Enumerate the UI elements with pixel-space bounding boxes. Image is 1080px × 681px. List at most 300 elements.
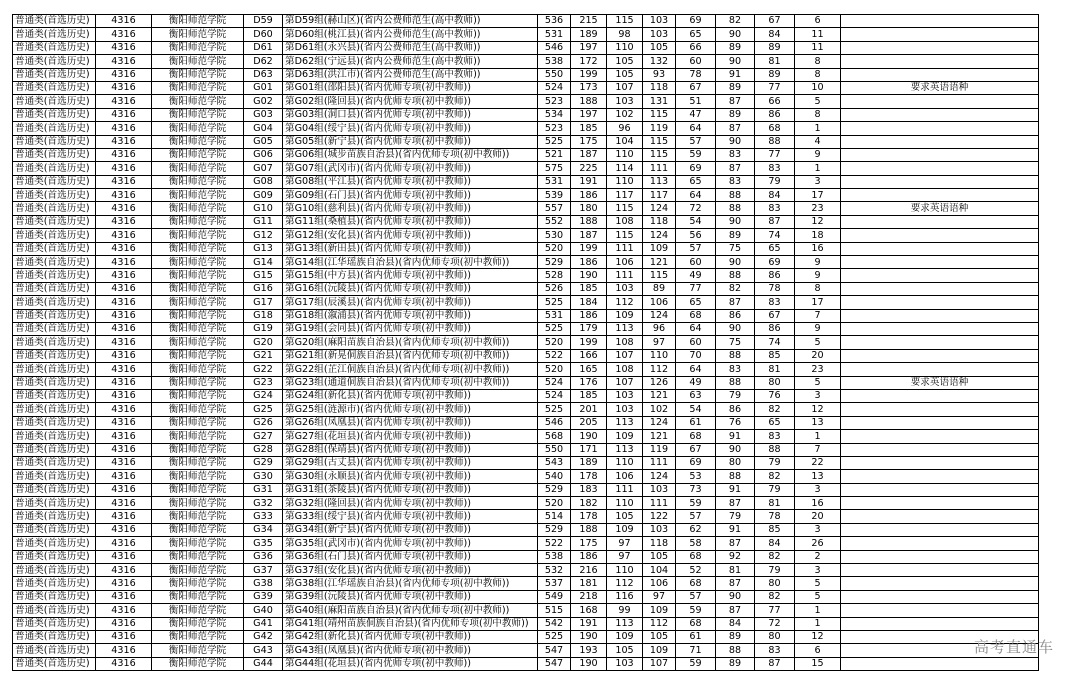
cell-college-code: 4316 [96,604,152,617]
cell-college-name: 衡阳师范学院 [152,15,244,28]
cell-history-score: 65 [676,28,716,41]
cell-math-score: 105 [607,644,643,657]
cell-category: 普通类(首选历史) [13,189,96,202]
cell-min-score: 526 [538,282,571,295]
cell-min-score: 549 [538,590,571,603]
cell-english-score: 124 [643,309,676,322]
table-row [13,363,1039,376]
cell-category: 普通类(首选历史) [13,336,96,349]
cell-english-score: 96 [643,322,676,335]
table-row [13,510,1039,523]
table-row [13,336,1039,349]
cell-category: 普通类(首选历史) [13,403,96,416]
cell-min-score: 536 [538,15,571,28]
cell-group-name: 第G10组(慈利县)(省内优师专项(初中教师)) [283,202,538,215]
cell-english-score: 122 [643,510,676,523]
cell-history-score: 57 [676,242,716,255]
cell-subject-score-1: 88 [716,470,755,483]
cell-subject-score-2: 80 [755,630,795,643]
cell-college-name: 衡阳师范学院 [152,55,244,68]
cell-subject-score-2: 80 [755,577,795,590]
cell-group-name: 第G12组(安化县)(省内优师专项(初中教师)) [283,229,538,242]
cell-subject-score-2: 88 [755,135,795,148]
cell-subject-score-2: 85 [755,349,795,362]
cell-min-score: 575 [538,162,571,175]
cell-remark [841,15,1039,28]
cell-college-code: 4316 [96,363,152,376]
cell-plan-count: 5 [795,590,841,603]
cell-group-name: 第D62组(宁远县)(省内公费师范生(高中教师)) [283,55,538,68]
cell-min-score: 522 [538,537,571,550]
cell-subject-score-2: 65 [755,416,795,429]
cell-math-score: 110 [607,564,643,577]
cell-min-score: 550 [538,443,571,456]
cell-history-score: 59 [676,497,716,510]
table-row [13,229,1039,242]
cell-chinese-score: 190 [571,657,607,670]
table-row [13,550,1039,563]
cell-plan-count: 1 [795,604,841,617]
cell-english-score: 109 [643,604,676,617]
cell-group-code: G10 [244,202,283,215]
cell-group-name: 第G36组(石门县)(省内优师专项(初中教师)) [283,550,538,563]
cell-remark [841,256,1039,269]
cell-category: 普通类(首选历史) [13,122,96,135]
cell-min-score: 529 [538,483,571,496]
cell-chinese-score: 201 [571,403,607,416]
cell-subject-score-1: 80 [716,456,755,469]
cell-subject-score-1: 83 [716,175,755,188]
cell-chinese-score: 178 [571,470,607,483]
cell-group-code: D63 [244,68,283,81]
cell-min-score: 547 [538,657,571,670]
cell-remark [841,564,1039,577]
cell-remark [841,148,1039,161]
cell-english-score: 124 [643,229,676,242]
cell-group-name: 第G44组(花垣县)(省内优师专项(初中教师)) [283,657,538,670]
cell-min-score: 542 [538,617,571,630]
cell-subject-score-2: 84 [755,537,795,550]
cell-category: 普通类(首选历史) [13,269,96,282]
cell-math-score: 114 [607,162,643,175]
cell-college-name: 衡阳师范学院 [152,564,244,577]
cell-group-name: 第G33组(绥宁县)(省内优师专项(初中教师)) [283,510,538,523]
cell-subject-score-1: 86 [716,403,755,416]
cell-subject-score-1: 88 [716,376,755,389]
cell-group-code: G21 [244,349,283,362]
cell-subject-score-2: 79 [755,483,795,496]
cell-college-code: 4316 [96,229,152,242]
cell-english-score: 103 [643,15,676,28]
cell-subject-score-2: 89 [755,68,795,81]
cell-remark [841,215,1039,228]
cell-history-score: 49 [676,376,716,389]
cell-english-score: 103 [643,483,676,496]
cell-math-score: 108 [607,336,643,349]
cell-plan-count: 5 [795,336,841,349]
cell-category: 普通类(首选历史) [13,309,96,322]
cell-chinese-score: 205 [571,416,607,429]
table-row [13,577,1039,590]
cell-subject-score-2: 86 [755,322,795,335]
cell-college-code: 4316 [96,189,152,202]
cell-college-code: 4316 [96,550,152,563]
cell-history-score: 78 [676,68,716,81]
cell-college-code: 4316 [96,403,152,416]
cell-chinese-score: 185 [571,389,607,402]
cell-english-score: 121 [643,256,676,269]
cell-math-score: 111 [607,242,643,255]
cell-plan-count: 8 [795,55,841,68]
cell-college-name: 衡阳师范学院 [152,416,244,429]
cell-group-name: 第G37组(安化县)(省内优师专项(初中教师)) [283,564,538,577]
cell-subject-score-2: 78 [755,510,795,523]
cell-plan-count: 8 [795,282,841,295]
cell-college-code: 4316 [96,376,152,389]
cell-category: 普通类(首选历史) [13,296,96,309]
table-row [13,403,1039,416]
cell-group-name: 第G22组(芷江侗族自治县)(省内优师专项(初中教师)) [283,363,538,376]
cell-category: 普通类(首选历史) [13,215,96,228]
cell-subject-score-2: 82 [755,403,795,416]
cell-remark [841,483,1039,496]
cell-college-code: 4316 [96,15,152,28]
cell-english-score: 93 [643,68,676,81]
cell-college-code: 4316 [96,537,152,550]
cell-group-name: 第G38组(江华瑶族自治县)(省内优师专项(初中教师)) [283,577,538,590]
cell-college-code: 4316 [96,162,152,175]
cell-subject-score-1: 87 [716,162,755,175]
cell-group-name: 第G32组(隆回县)(省内优师专项(初中教师)) [283,497,538,510]
table-row [13,456,1039,469]
cell-english-score: 97 [643,590,676,603]
cell-english-score: 119 [643,122,676,135]
cell-remark [841,550,1039,563]
cell-remark [841,537,1039,550]
cell-group-code: G34 [244,523,283,536]
cell-subject-score-1: 90 [716,28,755,41]
cell-group-code: G20 [244,336,283,349]
table-row [13,256,1039,269]
cell-english-score: 103 [643,523,676,536]
cell-english-score: 104 [643,564,676,577]
table-row [13,148,1039,161]
cell-english-score: 107 [643,657,676,670]
cell-chinese-score: 190 [571,430,607,443]
cell-college-name: 衡阳师范学院 [152,28,244,41]
table-row [13,215,1039,228]
cell-history-score: 64 [676,189,716,202]
cell-group-code: G12 [244,229,283,242]
cell-college-name: 衡阳师范学院 [152,349,244,362]
cell-history-score: 52 [676,564,716,577]
cell-math-score: 106 [607,470,643,483]
cell-english-score: 118 [643,81,676,94]
cell-chinese-score: 188 [571,95,607,108]
cell-remark [841,189,1039,202]
cell-subject-score-1: 90 [716,443,755,456]
cell-subject-score-2: 76 [755,389,795,402]
cell-plan-count: 15 [795,657,841,670]
cell-english-score: 111 [643,456,676,469]
cell-college-code: 4316 [96,443,152,456]
cell-math-score: 109 [607,630,643,643]
cell-history-score: 57 [676,590,716,603]
cell-group-name: 第G03组(洞口县)(省内优师专项(初中教师)) [283,108,538,121]
cell-college-code: 4316 [96,242,152,255]
table-row [13,443,1039,456]
cell-subject-score-1: 91 [716,430,755,443]
cell-group-name: 第G01组(邵阳县)(省内优师专项(初中教师)) [283,81,538,94]
cell-college-code: 4316 [96,55,152,68]
cell-college-code: 4316 [96,510,152,523]
cell-college-name: 衡阳师范学院 [152,282,244,295]
cell-subject-score-1: 87 [716,604,755,617]
cell-remark [841,282,1039,295]
cell-plan-count: 3 [795,483,841,496]
cell-math-score: 109 [607,309,643,322]
cell-subject-score-1: 89 [716,229,755,242]
cell-min-score: 552 [538,215,571,228]
cell-subject-score-2: 89 [755,41,795,54]
cell-min-score: 529 [538,523,571,536]
cell-chinese-score: 218 [571,590,607,603]
cell-subject-score-2: 88 [755,443,795,456]
cell-chinese-score: 184 [571,296,607,309]
cell-college-name: 衡阳师范学院 [152,590,244,603]
cell-math-score: 99 [607,604,643,617]
cell-college-name: 衡阳师范学院 [152,403,244,416]
cell-group-code: G42 [244,630,283,643]
cell-history-score: 47 [676,108,716,121]
cell-math-score: 113 [607,443,643,456]
cell-chinese-score: 186 [571,189,607,202]
cell-min-score: 540 [538,470,571,483]
cell-group-code: G33 [244,510,283,523]
cell-group-name: 第G07组(武冈市)(省内优师专项(初中教师)) [283,162,538,175]
cell-remark [841,336,1039,349]
cell-history-score: 60 [676,256,716,269]
cell-group-name: 第G40组(麻阳苗族自治县)(省内优师专项(初中教师)) [283,604,538,617]
cell-english-score: 109 [643,644,676,657]
score-table [12,14,1039,671]
cell-college-name: 衡阳师范学院 [152,135,244,148]
cell-min-score: 524 [538,81,571,94]
cell-subject-score-1: 90 [716,215,755,228]
cell-history-score: 57 [676,135,716,148]
cell-college-name: 衡阳师范学院 [152,162,244,175]
cell-category: 普通类(首选历史) [13,202,96,215]
cell-math-score: 110 [607,41,643,54]
cell-subject-score-2: 81 [755,55,795,68]
cell-english-score: 115 [643,148,676,161]
cell-min-score: 524 [538,376,571,389]
cell-min-score: 538 [538,550,571,563]
table-row [13,523,1039,536]
cell-subject-score-2: 83 [755,430,795,443]
cell-college-code: 4316 [96,470,152,483]
cell-college-code: 4316 [96,617,152,630]
cell-history-score: 68 [676,550,716,563]
cell-category: 普通类(首选历史) [13,282,96,295]
cell-college-name: 衡阳师范学院 [152,604,244,617]
cell-college-name: 衡阳师范学院 [152,644,244,657]
table-row [13,202,1039,215]
cell-min-score: 525 [538,296,571,309]
cell-chinese-score: 165 [571,363,607,376]
cell-group-name: 第G05组(新宁县)(省内优师专项(初中教师)) [283,135,538,148]
cell-group-code: G29 [244,456,283,469]
cell-chinese-score: 215 [571,15,607,28]
cell-group-code: G01 [244,81,283,94]
cell-college-code: 4316 [96,389,152,402]
cell-subject-score-2: 69 [755,256,795,269]
cell-english-score: 118 [643,215,676,228]
table-row [13,28,1039,41]
cell-math-score: 105 [607,68,643,81]
cell-subject-score-1: 89 [716,81,755,94]
cell-history-score: 54 [676,403,716,416]
cell-chinese-score: 173 [571,81,607,94]
cell-plan-count: 5 [795,376,841,389]
cell-chinese-score: 168 [571,604,607,617]
cell-remark [841,41,1039,54]
cell-subject-score-1: 90 [716,135,755,148]
cell-category: 普通类(首选历史) [13,630,96,643]
cell-remark [841,657,1039,670]
cell-history-score: 60 [676,55,716,68]
cell-plan-count: 3 [795,389,841,402]
cell-history-score: 57 [676,510,716,523]
table-row [13,309,1039,322]
cell-remark [841,403,1039,416]
cell-group-code: G18 [244,309,283,322]
cell-math-score: 97 [607,537,643,550]
cell-plan-count: 1 [795,162,841,175]
cell-college-name: 衡阳师范学院 [152,483,244,496]
cell-math-score: 105 [607,55,643,68]
cell-subject-score-2: 82 [755,470,795,483]
cell-group-code: G15 [244,269,283,282]
cell-chinese-score: 189 [571,28,607,41]
cell-college-code: 4316 [96,269,152,282]
cell-min-score: 520 [538,497,571,510]
table-row [13,349,1039,362]
cell-math-score: 117 [607,189,643,202]
cell-college-name: 衡阳师范学院 [152,617,244,630]
cell-english-score: 112 [643,617,676,630]
cell-plan-count: 13 [795,416,841,429]
cell-group-code: G13 [244,242,283,255]
table-row [13,430,1039,443]
cell-min-score: 520 [538,336,571,349]
cell-english-score: 115 [643,108,676,121]
cell-category: 普通类(首选历史) [13,644,96,657]
cell-category: 普通类(首选历史) [13,242,96,255]
cell-remark [841,122,1039,135]
cell-category: 普通类(首选历史) [13,577,96,590]
cell-english-score: 124 [643,202,676,215]
cell-subject-score-2: 77 [755,81,795,94]
cell-subject-score-2: 87 [755,657,795,670]
cell-category: 普通类(首选历史) [13,443,96,456]
cell-min-score: 543 [538,456,571,469]
cell-category: 普通类(首选历史) [13,510,96,523]
cell-group-code: G36 [244,550,283,563]
cell-subject-score-1: 75 [716,336,755,349]
cell-category: 普通类(首选历史) [13,537,96,550]
cell-remark [841,577,1039,590]
table-row [13,322,1039,335]
cell-subject-score-2: 78 [755,282,795,295]
cell-chinese-score: 171 [571,443,607,456]
cell-math-score: 96 [607,122,643,135]
table-row [13,15,1039,28]
cell-subject-score-2: 79 [755,564,795,577]
cell-college-code: 4316 [96,95,152,108]
cell-college-code: 4316 [96,28,152,41]
cell-chinese-score: 186 [571,256,607,269]
cell-remark: 要求英语语种 [841,81,1039,94]
cell-chinese-score: 178 [571,510,607,523]
cell-category: 普通类(首选历史) [13,523,96,536]
cell-plan-count: 5 [795,577,841,590]
cell-plan-count: 10 [795,81,841,94]
cell-english-score: 117 [643,189,676,202]
cell-college-name: 衡阳师范学院 [152,95,244,108]
cell-remark [841,470,1039,483]
table-row [13,604,1039,617]
cell-history-score: 68 [676,430,716,443]
table-row [13,242,1039,255]
cell-subject-score-2: 68 [755,122,795,135]
cell-college-name: 衡阳师范学院 [152,68,244,81]
cell-subject-score-1: 91 [716,523,755,536]
cell-college-code: 4316 [96,483,152,496]
cell-group-name: 第G15组(中方县)(省内优师专项(初中教师)) [283,269,538,282]
cell-group-name: 第G28组(保靖县)(省内优师专项(初中教师)) [283,443,538,456]
cell-history-score: 66 [676,41,716,54]
cell-subject-score-2: 77 [755,148,795,161]
cell-college-name: 衡阳师范学院 [152,41,244,54]
cell-plan-count: 9 [795,256,841,269]
cell-college-name: 衡阳师范学院 [152,430,244,443]
cell-remark [841,322,1039,335]
cell-math-score: 115 [607,15,643,28]
cell-min-score: 568 [538,430,571,443]
cell-group-name: 第G27组(花垣县)(省内优师专项(初中教师)) [283,430,538,443]
cell-math-score: 113 [607,617,643,630]
cell-chinese-score: 216 [571,564,607,577]
cell-min-score: 525 [538,403,571,416]
cell-history-score: 51 [676,95,716,108]
cell-group-name: 第G24组(新化县)(省内优师专项(初中教师)) [283,389,538,402]
cell-chinese-score: 225 [571,162,607,175]
cell-remark [841,363,1039,376]
cell-group-code: G06 [244,148,283,161]
cell-college-code: 4316 [96,108,152,121]
cell-math-score: 110 [607,456,643,469]
cell-subject-score-2: 79 [755,456,795,469]
cell-college-name: 衡阳师范学院 [152,148,244,161]
cell-english-score: 132 [643,55,676,68]
cell-plan-count: 18 [795,229,841,242]
cell-math-score: 112 [607,577,643,590]
cell-category: 普通类(首选历史) [13,376,96,389]
cell-subject-score-2: 81 [755,363,795,376]
cell-plan-count: 6 [795,644,841,657]
cell-math-score: 113 [607,416,643,429]
